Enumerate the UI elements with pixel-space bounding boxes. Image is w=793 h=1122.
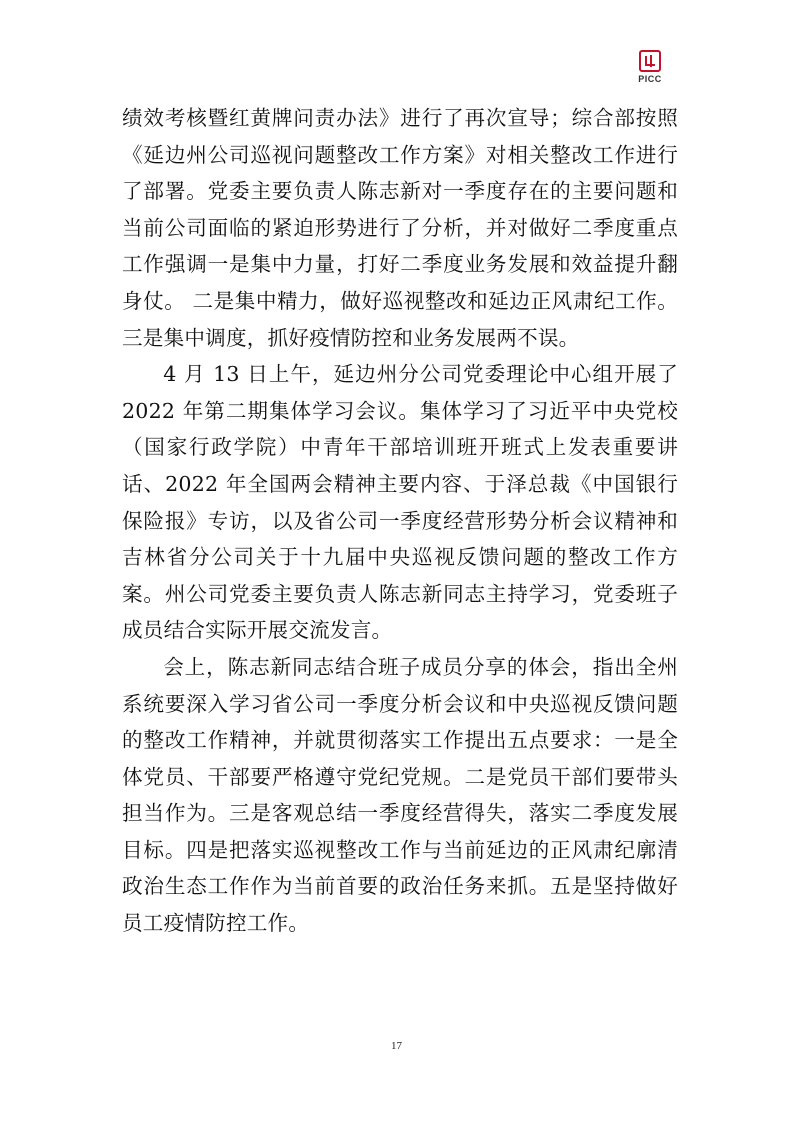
- document-body: [122, 100, 678, 942]
- paragraph-continued: 绩效考核暨红黄牌问责办法》进行了再次宣导；综合部按照《延边州公司巡视问题整改工作方案》对相关整改工作进行了部署。党委主要负责人陈志新对一季度存在的主要问题和当前公司面临的紧迫形势进行了分析，并对做好二季度重点工作强调一是集中力量，打好二季度业务发展和效益提升翻身仗。 二是集中精力，做好巡视整改和延边正风肃纪工作。三是集中调度，抓好疫情防控和业务发展两不误。: [122, 106, 678, 350]
- logo-text: PICC: [638, 74, 662, 84]
- picc-logo: [635, 50, 665, 84]
- paragraph: 4 月 13 日上午，延边州分公司党委理论中心组开展了2022 年第二期集体学习会议。集体学习了习近平中央党校（国家行政学院）中青年干部培训班开班式上发表重要讲话、2022 年全国两会精神主要内容、于泽总裁《中国银行保险报》专访，以及省公司一季度经营形势分析会议精神和吉林省分公司关于十九届中央巡视反馈问题的整改工作方案。州公司党委主要负责人陈志新同志主持学习，党委班子成员结合实际开展交流发言。: [122, 362, 678, 643]
- page-number: 17: [391, 1040, 402, 1052]
- picc-seal-icon: [639, 50, 661, 72]
- paragraph: 会上，陈志新同志结合班子成员分享的体会，指出全州系统要深入学习省公司一季度分析会议和中央巡视反馈问题的整改工作精神，并就贯彻落实工作提出五点要求：一是全体党员、干部要严格遵守党纪党规。二是党员干部们要带头担当作为。三是客观总结一季度经营得失，落实二季度发展目标。四是把落实巡视整改工作与当前延边的正风肃纪廓清政治生态工作作为当前首要的政治任务来抓。五是坚持做好员工疫情防控工作。: [122, 654, 678, 936]
